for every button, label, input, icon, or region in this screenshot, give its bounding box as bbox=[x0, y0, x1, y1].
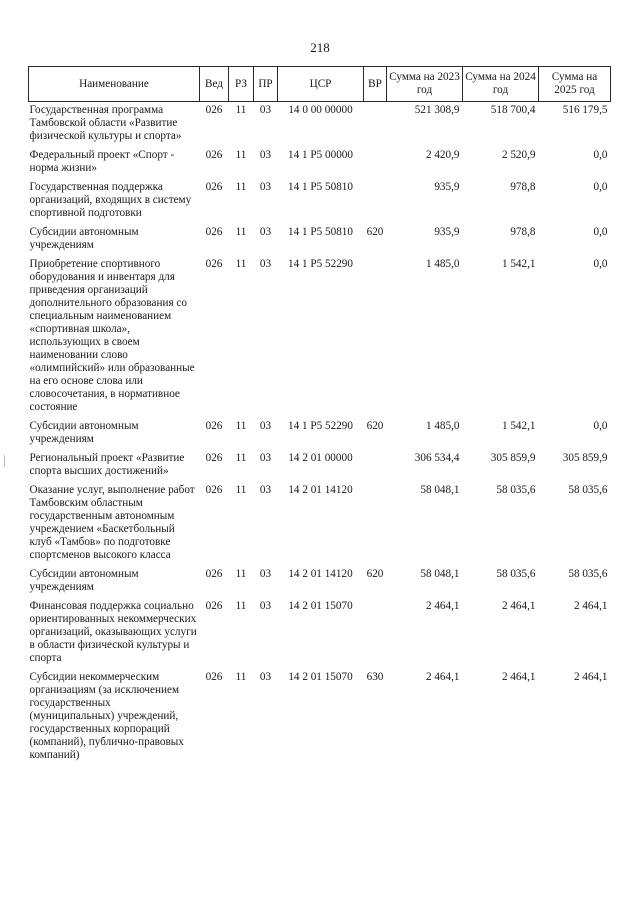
cell-sum-2023: 58 048,1 bbox=[420, 568, 460, 580]
cell-rz: 11 bbox=[235, 452, 247, 464]
cell-sum-2024: 305 859,9 bbox=[490, 452, 536, 464]
cell-sum-2024: 2 520,9 bbox=[501, 149, 536, 161]
cell-ved: 026 bbox=[205, 568, 223, 580]
cell-vr bbox=[364, 450, 387, 482]
cell-sum-2025: 0,0 bbox=[593, 420, 608, 432]
header-vr: ВР bbox=[364, 67, 387, 102]
cell-rz: 11 bbox=[235, 258, 247, 270]
cell-sum-2025: 0,0 bbox=[593, 226, 608, 238]
cell-sum-2025: 0,0 bbox=[593, 149, 608, 161]
cell-pr: 03 bbox=[259, 600, 272, 612]
cell-sum-2023: 306 534,4 bbox=[414, 452, 460, 464]
cell-ved: 026 bbox=[205, 258, 223, 270]
cell-sum-2023: 1 485,0 bbox=[425, 420, 460, 432]
cell-sum-2024: 978,8 bbox=[510, 181, 536, 193]
table-row bbox=[29, 147, 611, 179]
header-rz: РЗ bbox=[229, 67, 254, 102]
cell-csr: 14 1 P5 52290 bbox=[288, 258, 353, 270]
cell-pr: 03 bbox=[259, 226, 272, 238]
table-row bbox=[29, 179, 611, 224]
table-header bbox=[29, 67, 611, 102]
cell-pr: 03 bbox=[259, 258, 272, 270]
cell-sum-2023: 2 464,1 bbox=[425, 671, 460, 683]
cell-sum-2024: 978,8 bbox=[510, 226, 536, 238]
cell-vr: 620 bbox=[366, 568, 384, 580]
cell-sum-2023: 58 048,1 bbox=[420, 484, 460, 496]
table-row bbox=[29, 224, 611, 256]
cell-name: Субсидии автономным учреждениям bbox=[29, 226, 139, 251]
cell-vr bbox=[364, 147, 387, 179]
cell-ved: 026 bbox=[205, 181, 223, 193]
cell-sum-2024: 58 035,6 bbox=[496, 484, 536, 496]
table-body bbox=[29, 102, 611, 767]
cell-ved: 026 bbox=[205, 149, 223, 161]
cell-vr bbox=[364, 482, 387, 566]
cell-sum-2023: 2 420,9 bbox=[425, 149, 460, 161]
cell-csr: 14 2 01 00000 bbox=[288, 452, 353, 464]
cell-ved: 026 bbox=[205, 484, 223, 496]
cell-name: Финансовая поддержка социально ориентированных некоммерческих организаций, оказывающих услуги в области физической культуры и спорта bbox=[29, 600, 197, 664]
table-row bbox=[29, 450, 611, 482]
cell-sum-2023: 935,9 bbox=[434, 181, 460, 193]
cell-ved: 026 bbox=[205, 420, 223, 432]
cell-rz: 11 bbox=[235, 104, 247, 116]
cell-sum-2023: 935,9 bbox=[434, 226, 460, 238]
cell-vr bbox=[364, 256, 387, 418]
cell-sum-2025: 2 464,1 bbox=[573, 600, 608, 612]
cell-pr: 03 bbox=[259, 181, 272, 193]
cell-pr: 03 bbox=[259, 149, 272, 161]
cell-sum-2023: 2 464,1 bbox=[425, 600, 460, 612]
cell-csr: 14 1 P5 00000 bbox=[288, 149, 353, 161]
cell-ved: 026 bbox=[205, 452, 223, 464]
cell-ved: 026 bbox=[205, 104, 223, 116]
cell-name: Региональный проект «Развитие спорта высших достижений» bbox=[29, 452, 185, 477]
cell-pr: 03 bbox=[259, 104, 272, 116]
cell-csr: 14 1 P5 52290 bbox=[288, 420, 353, 432]
header-sum-2024: Сумма на 2024 год bbox=[463, 67, 539, 102]
header-ved: Вед bbox=[200, 67, 229, 102]
cell-csr: 14 2 01 15070 bbox=[288, 600, 353, 612]
margin-mark bbox=[4, 455, 5, 467]
header-pr: ПР bbox=[254, 67, 278, 102]
cell-vr bbox=[364, 598, 387, 669]
table-row bbox=[29, 566, 611, 598]
cell-rz: 11 bbox=[235, 149, 247, 161]
cell-pr: 03 bbox=[259, 484, 272, 496]
cell-sum-2025: 0,0 bbox=[593, 258, 608, 270]
cell-csr: 14 2 01 14120 bbox=[288, 568, 353, 580]
table-row bbox=[29, 418, 611, 450]
header-sum-2023: Сумма на 2023 год bbox=[387, 67, 463, 102]
cell-pr: 03 bbox=[259, 671, 272, 683]
cell-pr: 03 bbox=[259, 420, 272, 432]
cell-pr: 03 bbox=[259, 452, 272, 464]
cell-sum-2025: 58 035,6 bbox=[568, 484, 608, 496]
cell-vr bbox=[364, 102, 387, 148]
cell-name: Субсидии некоммерческим организациям (за исключением государственных (муниципальных) учреждений, государственных корпораций (компаний), публично-правовых компаний) bbox=[29, 671, 184, 761]
cell-pr: 03 bbox=[259, 568, 272, 580]
cell-sum-2025: 0,0 bbox=[593, 181, 608, 193]
cell-csr: 14 1 P5 50810 bbox=[288, 181, 353, 193]
cell-name: Оказание услуг, выполнение работ Тамбовским областным государственным автономным учреждением «Баскетбольный клуб «Тамбов» по подготовке спортсменов высокого класса bbox=[29, 484, 195, 561]
cell-rz: 11 bbox=[235, 420, 247, 432]
cell-sum-2024: 2 464,1 bbox=[501, 600, 536, 612]
cell-vr: 620 bbox=[366, 420, 384, 432]
cell-sum-2024: 1 542,1 bbox=[501, 258, 536, 270]
cell-sum-2024: 58 035,6 bbox=[496, 568, 536, 580]
table-row bbox=[29, 482, 611, 566]
cell-ved: 026 bbox=[205, 226, 223, 238]
header-csr: ЦСР bbox=[278, 67, 364, 102]
cell-rz: 11 bbox=[235, 600, 247, 612]
table-row bbox=[29, 256, 611, 418]
cell-ved: 026 bbox=[205, 600, 223, 612]
cell-rz: 11 bbox=[235, 226, 247, 238]
cell-sum-2025: 305 859,9 bbox=[562, 452, 608, 464]
cell-name: Субсидии автономным учреждениям bbox=[29, 568, 139, 593]
table-row bbox=[29, 598, 611, 669]
cell-rz: 11 bbox=[235, 181, 247, 193]
cell-rz: 11 bbox=[235, 671, 247, 683]
cell-sum-2025: 2 464,1 bbox=[573, 671, 608, 683]
cell-sum-2024: 2 464,1 bbox=[501, 671, 536, 683]
cell-name: Государственная программа Тамбовской области «Развитие физической культуры и спорта» bbox=[29, 104, 182, 142]
header-sum-2025: Сумма на 2025 год bbox=[539, 67, 611, 102]
cell-csr: 14 2 01 15070 bbox=[288, 671, 353, 683]
page-number: 218 bbox=[310, 40, 330, 55]
cell-sum-2023: 1 485,0 bbox=[425, 258, 460, 270]
cell-ved: 026 bbox=[205, 671, 223, 683]
budget-table bbox=[28, 66, 611, 766]
table-row bbox=[29, 669, 611, 766]
cell-name: Государственная поддержка организаций, входящих в систему спортивной подготовки bbox=[29, 181, 192, 219]
cell-csr: 14 2 01 14120 bbox=[288, 484, 353, 496]
cell-name: Федеральный проект «Спорт - норма жизни» bbox=[29, 149, 175, 174]
table-row bbox=[29, 102, 611, 148]
cell-csr: 14 1 P5 50810 bbox=[288, 226, 353, 238]
header-name: Наименование bbox=[29, 67, 200, 102]
cell-sum-2024: 1 542,1 bbox=[501, 420, 536, 432]
cell-vr: 620 bbox=[366, 226, 384, 238]
cell-rz: 11 bbox=[235, 484, 247, 496]
cell-vr bbox=[364, 179, 387, 224]
cell-csr: 14 0 00 00000 bbox=[288, 104, 353, 116]
cell-vr: 630 bbox=[366, 671, 384, 683]
cell-sum-2025: 516 179,5 bbox=[562, 104, 608, 116]
cell-name: Субсидии автономным учреждениям bbox=[29, 420, 139, 445]
cell-name: Приобретение спортивного оборудования и инвентаря для приведения организаций дополнительного образования со специальным наименованием «спортивная школа», использующих в своем наименовании слово «олимпийский» или образованные на его основе слова или словосочетания, в нормативное состояние bbox=[29, 258, 195, 413]
cell-sum-2023: 521 308,9 bbox=[414, 104, 460, 116]
cell-rz: 11 bbox=[235, 568, 247, 580]
cell-sum-2024: 518 700,4 bbox=[490, 104, 536, 116]
cell-sum-2025: 58 035,6 bbox=[568, 568, 608, 580]
